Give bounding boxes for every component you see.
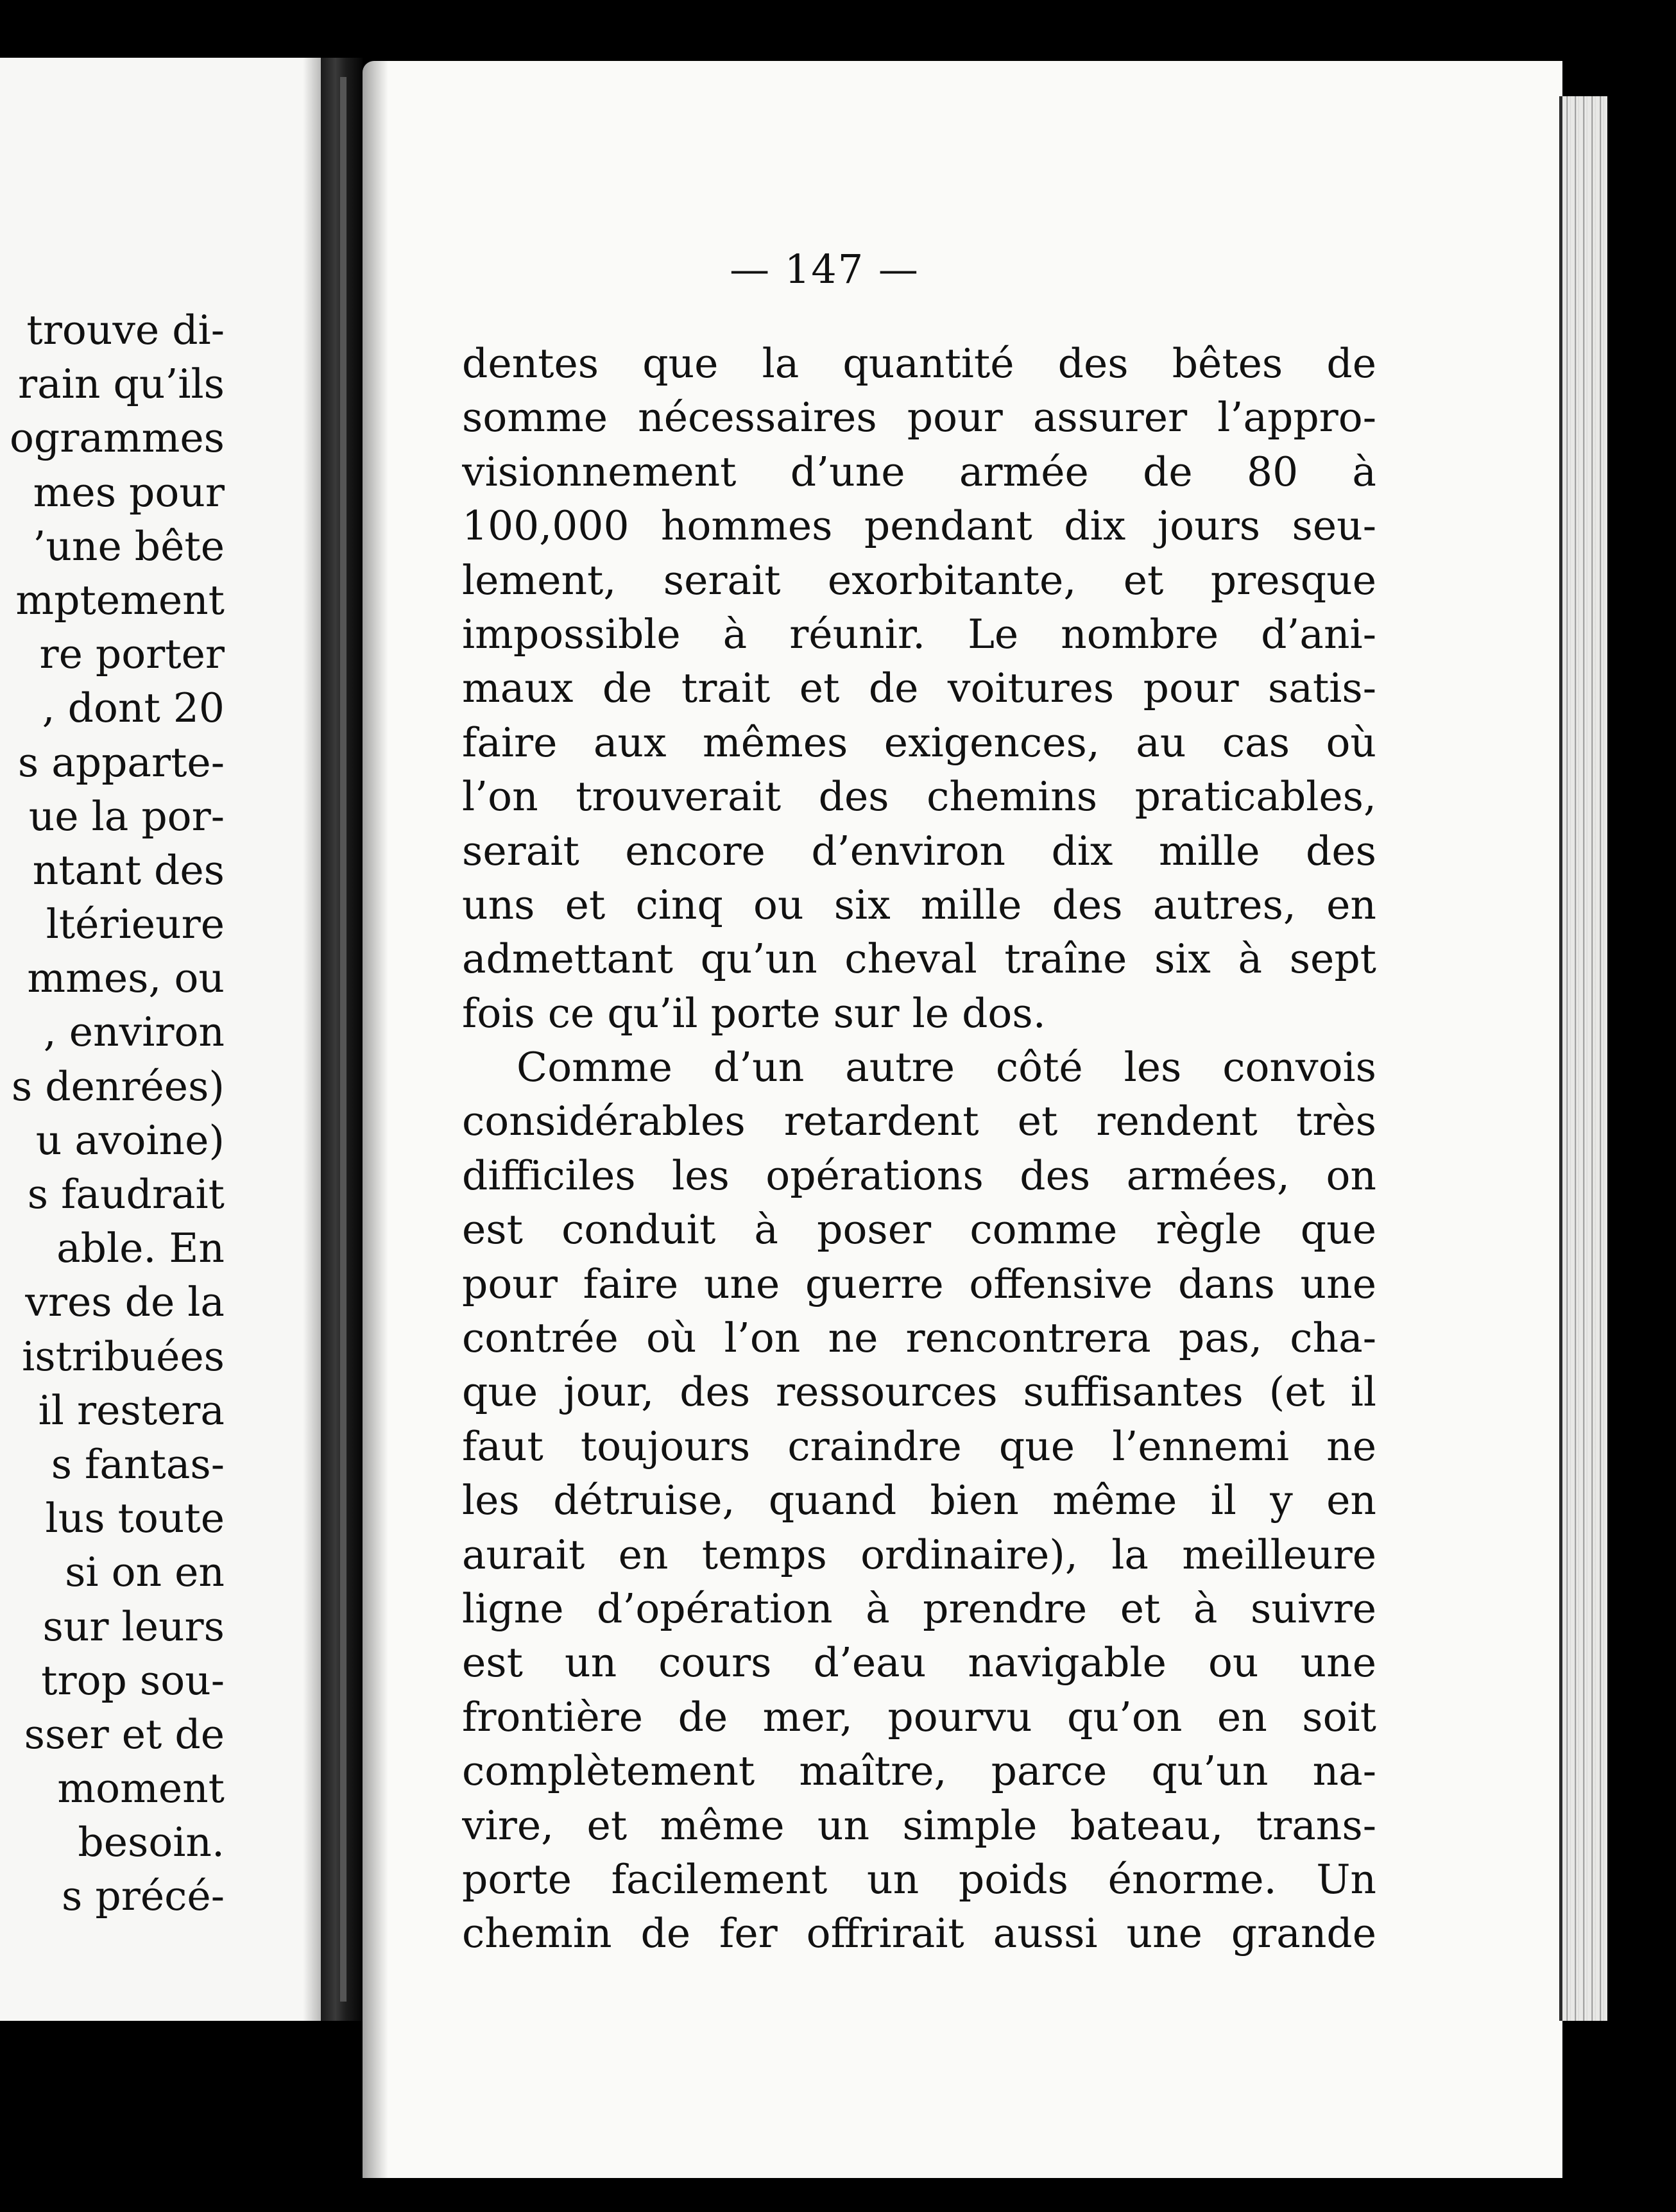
left-text-line: , environ: [43, 1008, 225, 1056]
text-line: aurait en temps ordinaire), la meilleure: [462, 1531, 1376, 1578]
text-line: pour faire une guerre offensive dans une: [462, 1260, 1376, 1307]
left-text-line: s fantas-: [51, 1440, 225, 1488]
text-line: dentes que la quantité des bêtes de: [462, 340, 1376, 387]
left-text-line: sur leurs: [42, 1603, 225, 1650]
text-line: les détruise, quand bien même il y en: [462, 1477, 1376, 1524]
left-text-line: sser et de: [24, 1710, 225, 1758]
left-text-line: able. En: [56, 1225, 225, 1272]
text-line: l’on trouverait des chemins praticables,: [462, 773, 1376, 821]
left-text-line: s faudrait: [27, 1171, 225, 1218]
left-text-line: re porter: [39, 631, 225, 678]
left-text-line: istribuées: [22, 1332, 225, 1380]
text-line: que jour, des ressources suffisantes (et il: [462, 1368, 1376, 1416]
left-gutter-shadow: [303, 58, 321, 2021]
text-line: maux de trait et de voitures pour satis-: [462, 665, 1376, 712]
left-text-line: vres de la: [25, 1279, 225, 1326]
left-text-line: ue la por-: [28, 792, 225, 840]
text-line: faire aux mêmes exigences, au cas où: [462, 719, 1376, 766]
text-line: serait encore d’environ dix mille des: [462, 827, 1376, 874]
right-gutter-shadow: [363, 61, 388, 2178]
text-line: lement, serait exorbitante, et presque: [462, 556, 1376, 604]
left-text-line: s précé-: [62, 1873, 225, 1920]
left-text-line: mes pour: [33, 468, 225, 516]
left-text-line: moment: [57, 1765, 225, 1812]
text-line: est conduit à poser comme règle que: [462, 1206, 1376, 1254]
text-line: est un cours d’eau navigable ou une: [462, 1639, 1376, 1687]
left-page: [0, 58, 321, 2021]
text-line: chemin de fer offrirait aussi une grande: [462, 1910, 1376, 1957]
left-text-line: s apparte-: [17, 738, 225, 786]
text-line: complètement maître, parce qu’un na-: [462, 1748, 1376, 1795]
left-text-line: si on en: [65, 1549, 225, 1596]
text-line: visionnement d’une armée de 80 à: [462, 448, 1376, 495]
left-text-line: mmes, ou: [27, 955, 225, 1002]
text-line: somme nécessaires pour assurer l’appro-: [462, 394, 1376, 441]
left-text-line: mptement: [15, 576, 225, 624]
text-line: considérables retardent et rendent très: [462, 1098, 1376, 1145]
left-text-line: u avoine): [35, 1116, 225, 1164]
text-line: ligne d’opération à prendre et à suivre: [462, 1585, 1376, 1632]
left-text-line: lus toute: [45, 1495, 225, 1542]
text-line: frontière de mer, pourvu qu’on en soit: [462, 1693, 1376, 1740]
left-text-line: ltérieure: [46, 901, 225, 948]
page-edges: [1562, 96, 1607, 2021]
left-text-line: trouve di-: [26, 307, 225, 353]
text-line: difficiles les opérations des armées, on: [462, 1152, 1376, 1199]
left-text-line: ogrammes: [9, 414, 225, 462]
text-line: faut toujours craindre que l’ennemi ne: [462, 1422, 1376, 1470]
text-line: admettant qu’un cheval traîne six à sept: [462, 935, 1376, 983]
left-text-line: ntant des: [32, 846, 225, 894]
left-text-line: rain qu’ils: [18, 361, 225, 408]
spine-edge-line: [340, 77, 346, 2002]
left-text-line: besoin.: [78, 1819, 225, 1866]
text-line: porte facilement un poids énorme. Un: [462, 1855, 1376, 1903]
text-line: uns et cinq ou six mille des autres, en: [462, 881, 1376, 928]
left-text-line: s denrées): [11, 1062, 225, 1110]
left-text-line: ’une bête: [33, 522, 225, 570]
left-text-line: il restera: [38, 1386, 225, 1434]
text-line: impossible à réunir. Le nombre d’ani-: [462, 610, 1376, 658]
text-line: fois ce qu’il porte sur le dos.: [462, 989, 1046, 1037]
left-text-line: , dont 20: [42, 685, 225, 732]
text-line: vire, et même un simple bateau, trans-: [462, 1801, 1376, 1849]
text-line: contrée où l’on ne rencontrera pas, cha-: [462, 1314, 1376, 1362]
page-body-text: [462, 337, 1376, 1961]
page-number: — 147 —: [730, 246, 919, 293]
text-line: Comme d’un autre côté les convois: [517, 1044, 1376, 1091]
text-line: 100,000 hommes pendant dix jours seu-: [462, 502, 1376, 550]
left-page-text: [0, 303, 225, 1924]
left-text-line: trop sou-: [41, 1656, 225, 1704]
